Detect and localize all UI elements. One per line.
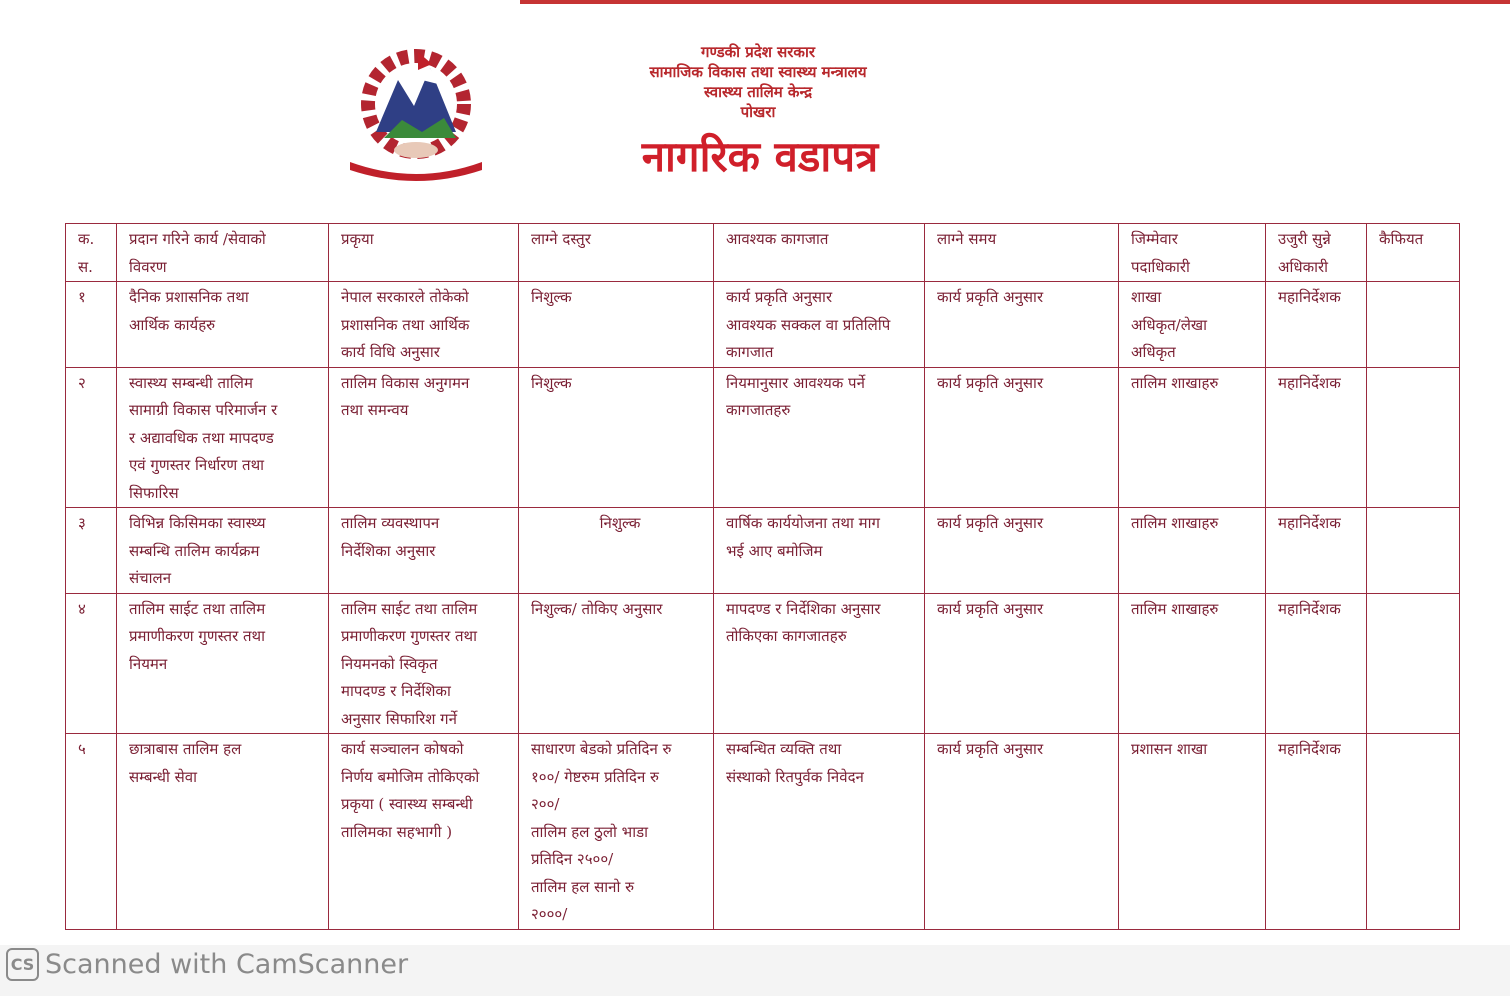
cell-text-line: मापदण्ड र निर्देशिका अनुसार [726, 599, 881, 618]
cell-text-line: नियमन [129, 654, 168, 673]
cell-text-line: तालिम शाखाहरु [1131, 373, 1219, 392]
header-service: प्रदान गरिने कार्य /सेवाको विवरण [117, 224, 329, 282]
cell-text-line: ४ [78, 599, 86, 618]
cell-process [329, 282, 519, 368]
cell-text-line: विभिन्न किसिमका स्वास्थ्य [129, 514, 266, 532]
cell-text-line: आर्थिक कार्यहरु [129, 315, 216, 334]
cell-service [117, 282, 329, 368]
cell-text-line: सम्बन्धि तालिम कार्यक्रम [129, 541, 260, 560]
cell-text-line: महानिर्देशक [1278, 599, 1341, 618]
cell-text-line: तथा समन्वय [341, 401, 409, 419]
cell-text-line: कार्य प्रकृति अनुसार [937, 373, 1044, 392]
cell-text-line: निर्देशिका अनुसार [341, 541, 436, 560]
cell-text-line: अधिकृत [1131, 343, 1176, 361]
table-header-row [66, 224, 1460, 282]
cell-time [925, 593, 1119, 734]
cell-text-line: मापदण्ड र निर्देशिका [341, 682, 451, 700]
cell-remarks [1367, 593, 1460, 734]
ministry-name: सामाजिक विकास तथा स्वास्थ्य मन्त्रालय [649, 63, 867, 81]
cell-text-line: प्रकृया ( स्वास्थ्य सम्बन्धी [341, 795, 473, 813]
cell-grievance [1266, 593, 1367, 734]
header-remarks: कैफियत [1367, 224, 1460, 282]
cell-serial [66, 508, 117, 594]
cell-fee [519, 593, 714, 734]
cell-text-line: १ [78, 288, 86, 306]
cell-text-line: सिफारिस [129, 483, 179, 502]
cell-service [117, 734, 329, 930]
cell-text-line: नियमानुसार आवश्यक पर्ने [726, 373, 865, 392]
cell-text-line: प्रशासन शाखा [1131, 740, 1208, 758]
cell-text-line: संस्थाको रितपुर्वक निवेदन [726, 767, 864, 786]
cell-responsible [1119, 593, 1266, 734]
camscanner-logo-icon: CS [6, 948, 39, 981]
cell-text-line: तोकिएका कागजातहरु [726, 627, 847, 645]
cell-serial [66, 367, 117, 508]
cell-grievance [1266, 367, 1367, 508]
table-row [66, 508, 1460, 594]
cell-process [329, 367, 519, 508]
cell-text-line: अधिकृत/लेखा [1131, 315, 1208, 334]
cell-remarks [1367, 508, 1460, 594]
header-process: प्रकृया [329, 224, 519, 282]
cell-service [117, 367, 329, 508]
cell-text-line: वार्षिक कार्ययोजना तथा माग [726, 514, 880, 532]
header-serial: क. स. [66, 224, 117, 282]
cell-text-line: २०००/ [531, 905, 568, 923]
header-grievance: उजुरी सुन्ने अधिकारी [1266, 224, 1367, 282]
cell-text-line: तालिम व्यवस्थापन [341, 514, 440, 532]
cell-text-line: अनुसार सिफारिश गर्ने [341, 709, 457, 728]
cell-text-line: महानिर्देशक [1278, 288, 1341, 306]
cell-text-line: प्रमाणीकरण गुणस्तर तथा [129, 627, 265, 645]
office-location: पोखरा [740, 103, 776, 121]
cell-documents [714, 593, 925, 734]
cell-fee [519, 734, 714, 930]
cell-fee [519, 367, 714, 508]
top-edge-stripe [520, 0, 1510, 4]
cell-time [925, 367, 1119, 508]
table-row [66, 734, 1460, 930]
cell-text-line: २ [78, 373, 86, 392]
cell-responsible [1119, 734, 1266, 930]
cell-text-line: महानिर्देशक [1278, 514, 1341, 532]
cell-remarks [1367, 282, 1460, 368]
cell-process [329, 593, 519, 734]
cell-text-line: तालिम शाखाहरु [1131, 514, 1219, 532]
cell-process [329, 734, 519, 930]
header-fee: लाग्ने दस्तुर [519, 224, 714, 282]
cell-fee [519, 282, 714, 368]
cell-documents [714, 734, 925, 930]
cell-text-line: महानिर्देशक [1278, 740, 1341, 758]
cell-text-line: महानिर्देशक [1278, 373, 1341, 392]
header-responsible: जिम्मेवार पदाधिकारी [1119, 224, 1266, 282]
cell-grievance [1266, 734, 1367, 930]
cell-text-line: १००/ गेष्टरुम प्रतिदिन रु [531, 767, 660, 786]
cell-documents [714, 508, 925, 594]
cell-text-line: संचालन [129, 569, 172, 587]
header-documents: आवश्यक कागजात [714, 224, 925, 282]
cell-responsible [1119, 367, 1266, 508]
cell-text-line: निर्णय बमोजिम तोकिएको [341, 767, 480, 786]
cell-text-line: ५ [78, 740, 86, 758]
table-row [66, 367, 1460, 508]
cell-text-line: तालिम हल ठुलो भाडा [531, 822, 649, 841]
cell-text-line: प्रतिदिन २५००/ [531, 850, 614, 868]
cell-text-line: स्वास्थ्य सम्बन्धी तालिम [129, 373, 253, 392]
cell-text-line: कार्य प्रकृति अनुसार [937, 288, 1044, 306]
cell-responsible [1119, 282, 1266, 368]
cell-responsible [1119, 508, 1266, 594]
cell-text-line: सामाग्री विकास परिमार्जन र [129, 401, 278, 419]
cell-text-line: तालिम शाखाहरु [1131, 599, 1219, 618]
cell-text-line: तालिमका सहभागी ) [341, 822, 453, 841]
cell-text-line: तालिम विकास अनुगमन [341, 373, 470, 392]
office-name: स्वास्थ्य तालिम केन्द्र [703, 83, 813, 101]
cell-time [925, 508, 1119, 594]
cell-grievance [1266, 508, 1367, 594]
camscanner-watermark [0, 946, 408, 982]
office-header [600, 42, 916, 122]
table-body [66, 282, 1460, 930]
cell-text-line: नियमनको स्विकृत [341, 654, 438, 673]
cell-remarks [1367, 734, 1460, 930]
cell-text-line: निशुल्क [531, 373, 572, 392]
nepal-emblem-logo [340, 46, 492, 184]
table-row [66, 282, 1460, 368]
cell-text-line: साधारण बेडको प्रतिदिन रु [531, 740, 672, 758]
cell-text-line: एवं गुणस्तर निर्धारण तथा [129, 456, 265, 474]
cell-serial [66, 734, 117, 930]
government-name: गण्डकी प्रदेश सरकार [701, 43, 815, 61]
cell-documents [714, 367, 925, 508]
cell-service [117, 508, 329, 594]
cell-text-line: दैनिक प्रशासनिक तथा [129, 288, 249, 306]
cell-fee [519, 508, 714, 594]
cell-text-line: कार्य विधि अनुसार [341, 343, 440, 361]
cell-serial [66, 282, 117, 368]
cell-text-line: आवश्यक सक्कल वा प्रतिलिपि [726, 315, 891, 334]
cell-serial [66, 593, 117, 734]
cell-service [117, 593, 329, 734]
cell-text-line: छात्राबास तालिम हल [129, 740, 242, 758]
cell-documents [714, 282, 925, 368]
cell-text-line: निशुल्क [599, 514, 641, 532]
cell-remarks [1367, 367, 1460, 508]
camscanner-text: Scanned with CamScanner [45, 948, 409, 980]
cell-text-line: भई आए बमोजिम [726, 541, 823, 560]
cell-grievance [1266, 282, 1367, 368]
cell-text-line: तालिम साईट तथा तालिम [129, 599, 266, 618]
cell-text-line: निशुल्क/ तोकिए अनुसार [531, 599, 663, 618]
cell-text-line: प्रमाणीकरण गुणस्तर तथा [341, 627, 477, 645]
cell-text-line: तालिम हल सानो रु [531, 877, 635, 896]
page-title: नागरिक वडापत्र [641, 132, 879, 181]
cell-text-line: नेपाल सरकारले तोकेको [341, 288, 469, 306]
header-time: लाग्ने समय [925, 224, 1119, 282]
cell-text-line: निशुल्क [531, 288, 572, 306]
cell-text-line: र अद्यावधिक तथा मापदण्ड [129, 428, 274, 447]
table-row [66, 593, 1460, 734]
cell-process [329, 508, 519, 594]
cell-time [925, 734, 1119, 930]
cell-text-line: कार्य प्रकृति अनुसार [726, 288, 833, 306]
cell-time [925, 282, 1119, 368]
cell-text-line: कार्य प्रकृति अनुसार [937, 514, 1044, 532]
cell-text-line: शाखा [1131, 288, 1162, 306]
cell-text-line: कार्य प्रकृति अनुसार [937, 599, 1044, 618]
cell-text-line: कागजातहरु [726, 401, 791, 419]
cell-text-line: सम्बन्धित व्यक्ति तथा [726, 740, 842, 758]
cell-text-line: प्रशासनिक तथा आर्थिक [341, 315, 470, 334]
cell-text-line: कागजात [726, 343, 774, 361]
cell-text-line: सम्बन्धी सेवा [129, 767, 197, 786]
cell-text-line: कार्य सञ्चालन कोषको [341, 740, 464, 758]
cell-text-line: ३ [78, 514, 86, 532]
citizen-charter-table [65, 223, 1460, 930]
cell-text-line: तालिम साईट तथा तालिम [341, 599, 478, 618]
cell-text-line: कार्य प्रकृति अनुसार [937, 740, 1044, 758]
cell-text-line: २००/ [531, 795, 560, 813]
